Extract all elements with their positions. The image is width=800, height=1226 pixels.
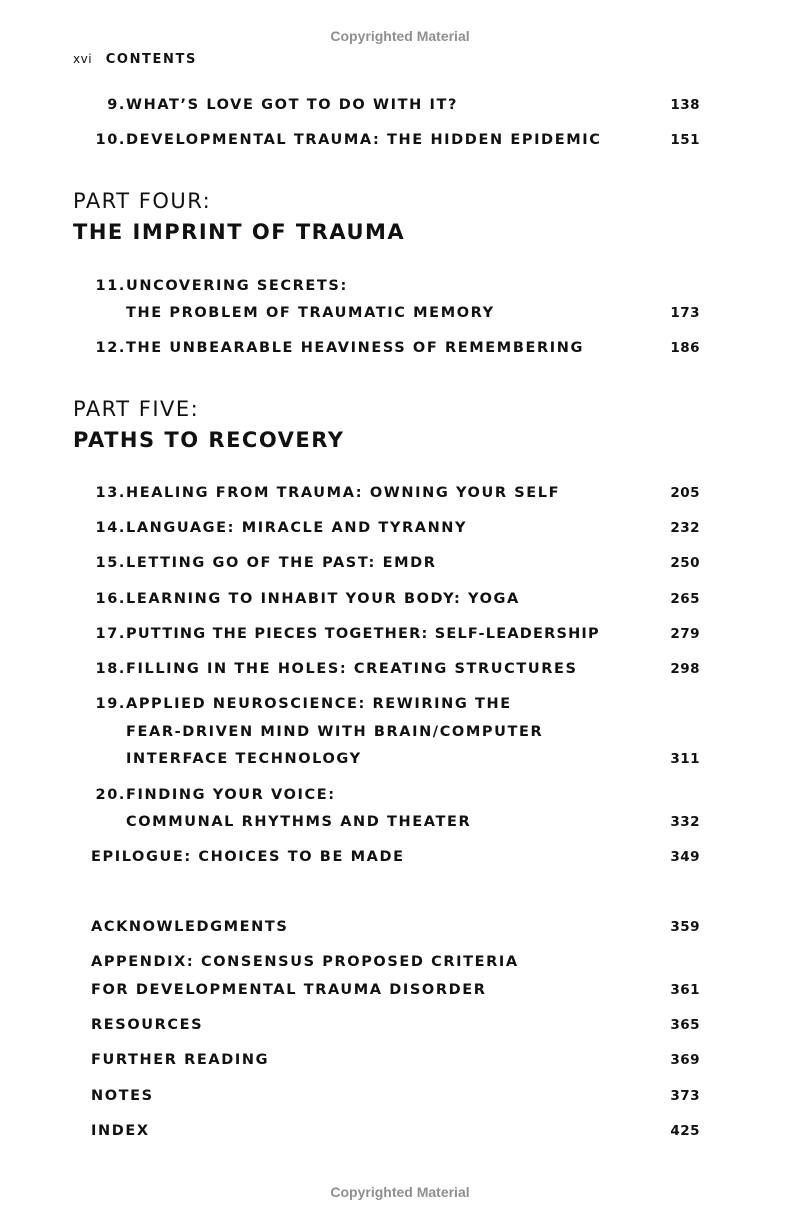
chapter-page: 250 — [670, 555, 700, 571]
notes-page: 373 — [670, 1088, 700, 1104]
chapter-page: 265 — [670, 591, 700, 607]
chapter-page: 151 — [670, 132, 700, 148]
toc-entry-ch14[interactable] — [74, 520, 126, 536]
toc-entry-ch15[interactable] — [74, 555, 126, 571]
part-four-label: PART FOUR: — [73, 189, 212, 213]
chapter-page: 279 — [670, 626, 700, 642]
toc-entry-ch11[interactable] — [74, 278, 126, 294]
toc-entry-appendix-line1[interactable]: APPENDIX: CONSENSUS PROPOSED CRITERIA — [91, 954, 519, 970]
toc-entry-ch19[interactable] — [74, 696, 126, 712]
watermark-bottom: Copyrighted Material — [330, 1184, 470, 1200]
chapter-title: FILLING IN THE HOLES: CREATING STRUCTURES — [126, 661, 578, 677]
toc-entry-ch20[interactable] — [74, 787, 126, 803]
toc-entry-index[interactable]: INDEX — [91, 1123, 150, 1139]
chapter-page: 205 — [670, 485, 700, 501]
chapter-page: 298 — [670, 661, 700, 677]
chapter-number: 15. — [95, 555, 126, 571]
chapter-number: 9. — [107, 97, 126, 113]
toc-entry-epilogue[interactable]: EPILOGUE: CHOICES TO BE MADE — [91, 849, 405, 865]
epilogue-page: 349 — [670, 849, 700, 865]
chapter-title-line2: COMMUNAL RHYTHMS AND THEATER — [126, 814, 472, 830]
appendix-page: 361 — [670, 982, 700, 998]
chapter-title: LANGUAGE: MIRACLE AND TYRANNY — [126, 520, 468, 536]
chapter-title: DEVELOPMENTAL TRAUMA: THE HIDDEN EPIDEMIC — [126, 132, 602, 148]
toc-entry-ch16[interactable] — [74, 591, 126, 607]
chapter-title: LEARNING TO INHABIT YOUR BODY: YOGA — [126, 591, 520, 607]
chapter-title-line1: UNCOVERING SECRETS: — [126, 278, 348, 294]
chapter-title-line2: FEAR-DRIVEN MIND WITH BRAIN/COMPUTER — [126, 724, 544, 740]
chapter-page: 138 — [670, 97, 700, 113]
chapter-number: 10. — [95, 132, 126, 148]
part-five-title: PATHS TO RECOVERY — [73, 428, 345, 452]
resources-page: 365 — [670, 1017, 700, 1033]
chapter-number: 12. — [95, 340, 126, 356]
toc-entry-acknowledgments[interactable]: ACKNOWLEDGMENTS — [91, 919, 289, 935]
toc-entry-resources[interactable]: RESOURCES — [91, 1017, 204, 1033]
part-five-label: PART FIVE: — [73, 397, 200, 421]
chapter-number: 13. — [95, 485, 126, 501]
chapter-title-line3: INTERFACE TECHNOLOGY — [126, 751, 362, 767]
chapter-number: 18. — [95, 661, 126, 677]
toc-entry-appendix-line2[interactable]: FOR DEVELOPMENTAL TRAUMA DISORDER — [91, 982, 487, 998]
chapter-title-line2: THE PROBLEM OF TRAUMATIC MEMORY — [126, 305, 495, 321]
toc-entry-further-reading[interactable]: FURTHER READING — [91, 1052, 270, 1068]
toc-entry-ch17[interactable] — [74, 626, 126, 642]
chapter-title-line1: FINDING YOUR VOICE: — [126, 787, 336, 803]
toc-entry-ch12[interactable] — [74, 340, 126, 356]
chapter-page: 311 — [670, 751, 700, 767]
further-reading-page: 369 — [670, 1052, 700, 1068]
part-four-title: THE IMPRINT OF TRAUMA — [73, 220, 406, 244]
chapter-number: 11. — [95, 278, 126, 294]
toc-entry-ch13[interactable] — [74, 485, 126, 501]
chapter-page: 186 — [670, 340, 700, 356]
chapter-number: 14. — [95, 520, 126, 536]
toc-entry-ch9[interactable] — [74, 97, 126, 113]
running-title: CONTENTS — [105, 52, 197, 67]
chapter-number: 17. — [95, 626, 126, 642]
chapter-page: 232 — [670, 520, 700, 536]
chapter-title: LETTING GO OF THE PAST: EMDR — [126, 555, 437, 571]
chapter-number: 19. — [95, 696, 126, 712]
toc-entry-ch10[interactable] — [74, 132, 126, 148]
chapter-title: THE UNBEARABLE HEAVINESS OF REMEMBERING — [126, 340, 584, 356]
chapter-page: 332 — [670, 814, 700, 830]
watermark-top: Copyrighted Material — [330, 28, 470, 44]
chapter-title: WHAT’S LOVE GOT TO DO WITH IT? — [126, 97, 458, 113]
toc-entry-notes[interactable]: NOTES — [91, 1088, 154, 1104]
chapter-number: 16. — [95, 591, 126, 607]
index-page: 425 — [670, 1123, 700, 1139]
chapter-title-line1: APPLIED NEUROSCIENCE: REWIRING THE — [126, 696, 512, 712]
chapter-title: PUTTING THE PIECES TOGETHER: SELF-LEADERSHIP — [126, 626, 600, 642]
acknowledgments-page: 359 — [670, 919, 700, 935]
chapter-page: 173 — [670, 305, 700, 321]
toc-entry-ch18[interactable] — [74, 661, 126, 677]
page-number: xvi — [73, 52, 93, 66]
chapter-title: HEALING FROM TRAUMA: OWNING YOUR SELF — [126, 485, 561, 501]
running-head — [73, 52, 197, 67]
chapter-number: 20. — [95, 787, 126, 803]
